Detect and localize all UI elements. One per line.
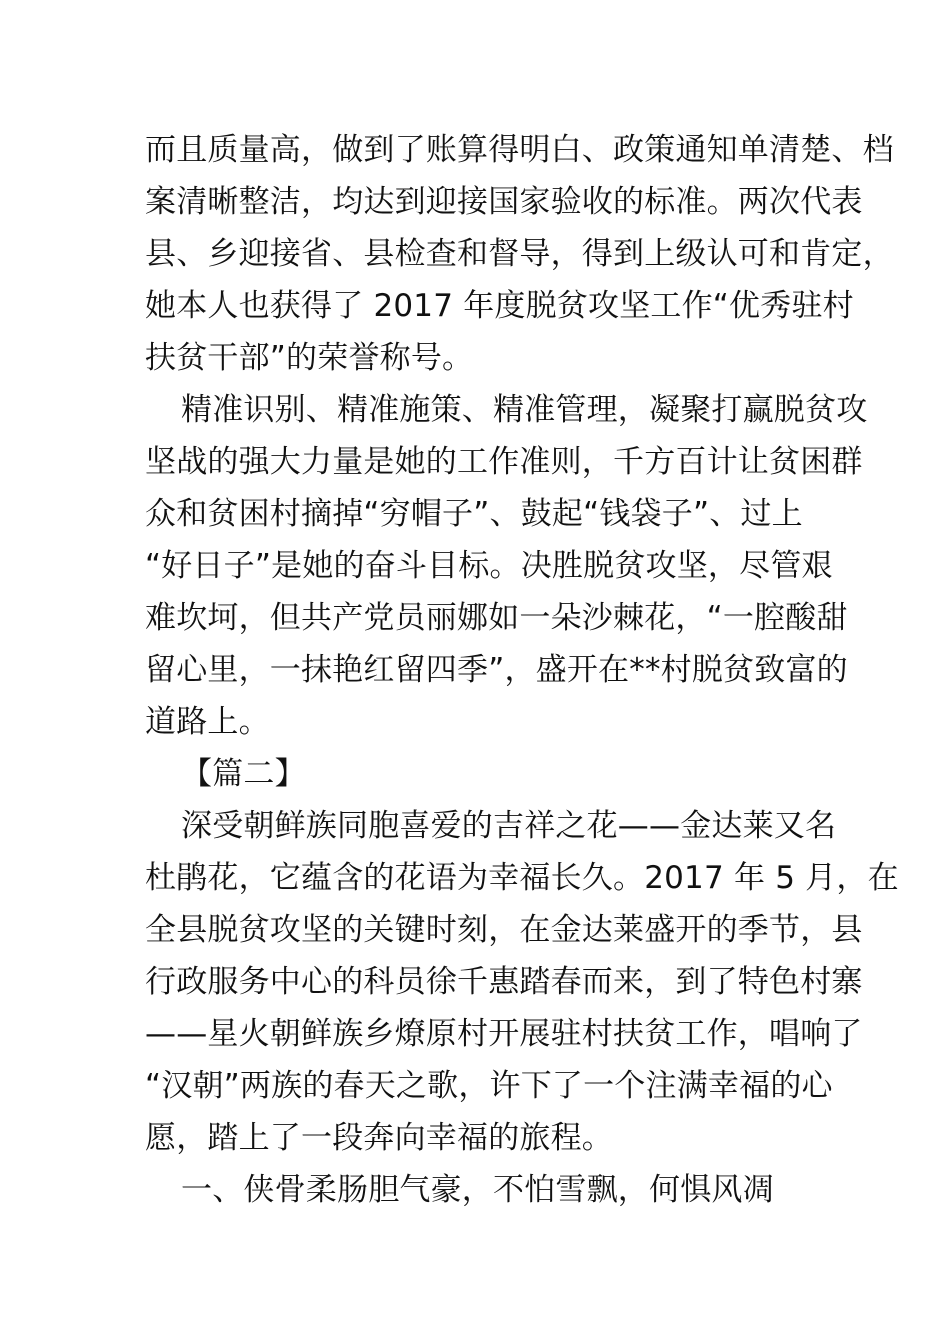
text-line: 杜鹃花，它蕴含的花语为幸福长久。2017 年 5 月，在 — [145, 860, 899, 896]
section-title: 【篇二】 — [181, 756, 306, 792]
text-line: 坚战的强大力量是她的工作准则，千方百计让贫困群 — [145, 444, 863, 480]
text-line: “好日子”是她的奋斗目标。决胜脱贫攻坚，尽管艰 — [145, 548, 833, 584]
text-line: 留心里，一抹艳红留四季”，盛开在**村脱贫致富的 — [145, 652, 848, 688]
text-line: 难坎坷，但共产党员丽娜如一朵沙棘花，“一腔酸甜 — [145, 600, 848, 636]
text-line: 愿，踏上了一段奔向幸福的旅程。 — [145, 1120, 613, 1156]
paragraph-3 — [145, 800, 899, 1164]
text-line: “汉朝”两族的春天之歌，许下了一个注满幸福的心 — [145, 1068, 833, 1104]
text-line: 众和贫困村摘掉“穷帽子”、鼓起“钱袋子”、过上 — [145, 496, 803, 532]
text-line: 行政服务中心的科员徐千惠踏春而来，到了特色村寨 — [145, 964, 863, 1000]
text-line: 县、乡迎接省、县检查和督导，得到上级认可和肯定， — [145, 236, 894, 272]
text-line: 而且质量高，做到了账算得明白、政策通知单清楚、档 — [145, 132, 894, 168]
text-line: 扶贫干部”的荣誉称号。 — [145, 340, 474, 376]
subsection-heading: 一、侠骨柔肠胆气豪，不怕雪飘，何惧风凋 — [181, 1172, 774, 1208]
paragraph-2 — [145, 384, 868, 748]
paragraph-4 — [145, 1164, 813, 1216]
document-body — [145, 124, 899, 1216]
text-line: 深受朝鲜族同胞喜爱的吉祥之花——金达莱又名 — [181, 808, 837, 844]
paragraph-1 — [145, 124, 894, 384]
text-line: 道路上。 — [145, 704, 270, 740]
text-line: ——星火朝鲜族乡燎原村开展驻村扶贫工作，唱响了 — [145, 1016, 863, 1052]
text-line: 全县脱贫攻坚的关键时刻，在金达莱盛开的季节，县 — [145, 912, 863, 948]
section-heading — [145, 748, 813, 800]
text-line: 案清晰整洁，均达到迎接国家验收的标准。两次代表 — [145, 184, 863, 220]
text-line: 精准识别、精准施策、精准管理，凝聚打赢脱贫攻 — [181, 392, 868, 428]
text-line: 她本人也获得了 2017 年度脱贫攻坚工作“优秀驻村 — [145, 288, 854, 324]
